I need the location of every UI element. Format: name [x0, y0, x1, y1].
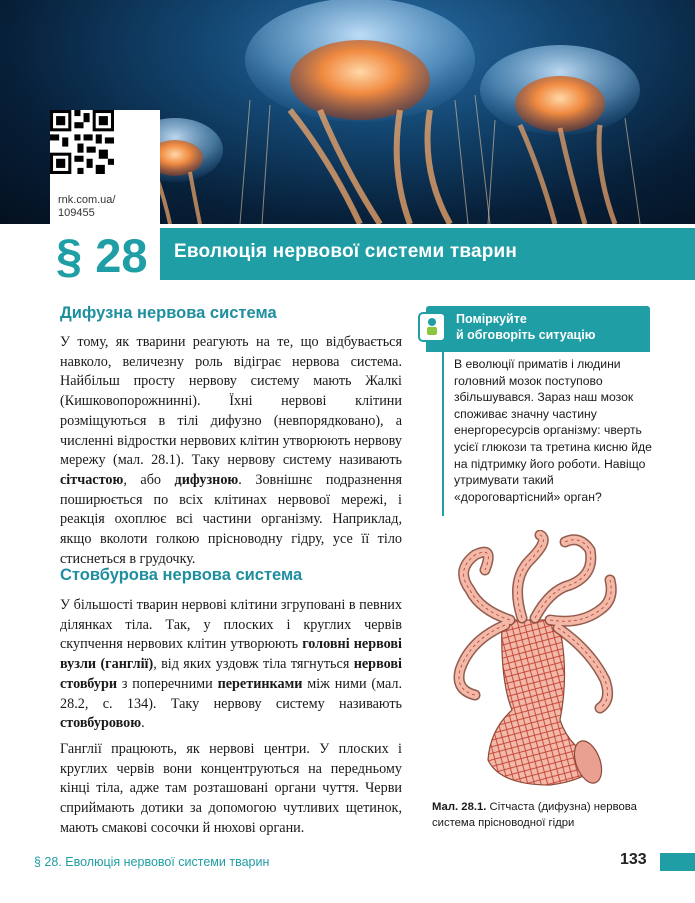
qr-code-icon[interactable] [50, 110, 114, 174]
qr-url-text[interactable] [58, 194, 115, 220]
section-heading-diffuse: Дифузна нервова система [60, 304, 277, 322]
title-band [160, 228, 695, 280]
term-stovburova: стовбуровою [60, 715, 142, 732]
section-text-trunk [60, 596, 402, 838]
figure-caption: Мал. 28.1. Сітчаста (дифузна) нервова система прісноводної гідри [432, 801, 637, 829]
hydra-nerve-net-illustration [440, 530, 620, 792]
paragraph: Ганглії працюють, як нервові центри. У плоских і круглих червів вони концентруються на передньому кінці тіла, адже там розташовані органи чуття. Черви сприймають дотики за допомогою чутливих щетинок, мають смакові сосочки й нюхові органи. [60, 740, 402, 836]
discussion-box-header [426, 306, 650, 352]
figure-label: Мал. 28.1. [432, 801, 487, 813]
page-title: Еволюція нервової системи тварин [174, 241, 518, 262]
page-tab-marker [660, 853, 695, 871]
paragraph-number: § 28 [56, 229, 148, 282]
term-dyfuzna: дифузною [174, 471, 239, 488]
page-number: 133 [620, 851, 647, 868]
discussion-box-text: В еволюції приматів і людини головний мозок поступово збільшувався. Зараз наш мозок споживає значну частину енергоресурсів організму: чверть усієї глюкози та третина кисню йде на підтримку його роботи. Навіщо утримувати такий «дороговартісний» орган? [454, 357, 652, 504]
term-crossbars: перетинками [217, 675, 303, 692]
section-heading-trunk: Стовбурова нервова система [60, 566, 303, 584]
paragraph: У тому, як тварини реагують на те, що відбувається навколо, величезну роль відіграє нервова система. Найбільш просту нервову систему мають Жалкі (Кишковопорожнинні). Їхні нервові клітини розміщуються в тілі дифузно (невпорядковано), а численні відростки нервових клітин утворюють нервову мережу (мал. 28.1). Таку нервову систему називають сітчастою, або дифузною. Зовнішнє подразнення поширюється по всіх клітинах нервової мережі, і реакція охоплює всі частини організму. Наприклад, якщо вколоти голкою прісноводну гідру, усе її тіло стиснеться в грудочку. [60, 334, 402, 567]
qr-url-code[interactable]: 109455 [58, 207, 95, 219]
hero-jellyfish-photo [0, 0, 695, 224]
qr-code-card[interactable] [50, 110, 160, 224]
term-nerve-trunks: нервові стовбури [60, 656, 402, 692]
footer-running-title: § 28. Еволюція нервової системи тварин [34, 855, 270, 869]
term-sitchasta: сітчастою [60, 471, 124, 488]
discussion-box-title: Поміркуйте й обговоріть ситуацію [456, 312, 596, 342]
discussion-box-rule [442, 352, 444, 516]
qr-url-domain[interactable]: rnk.com.ua/ [58, 194, 116, 206]
discussion-icon [418, 312, 446, 342]
paragraph: У більшості тварин нервові клітини згруповані в певних ділянках тіла. Так, у плоских і круглих червів скупчення нервових клітин утворюють головні нервові вузли (ганглії), від яких уздовж тіла тягнуться нервові стовбури з поперечними перетинками між ними (мал. 28.2, с. 134). Таку нервову систему називають стовбуровою. [60, 597, 402, 732]
term-ganglia: головні нервові вузли (ганглії) [60, 636, 402, 673]
section-text-diffuse [60, 333, 402, 569]
